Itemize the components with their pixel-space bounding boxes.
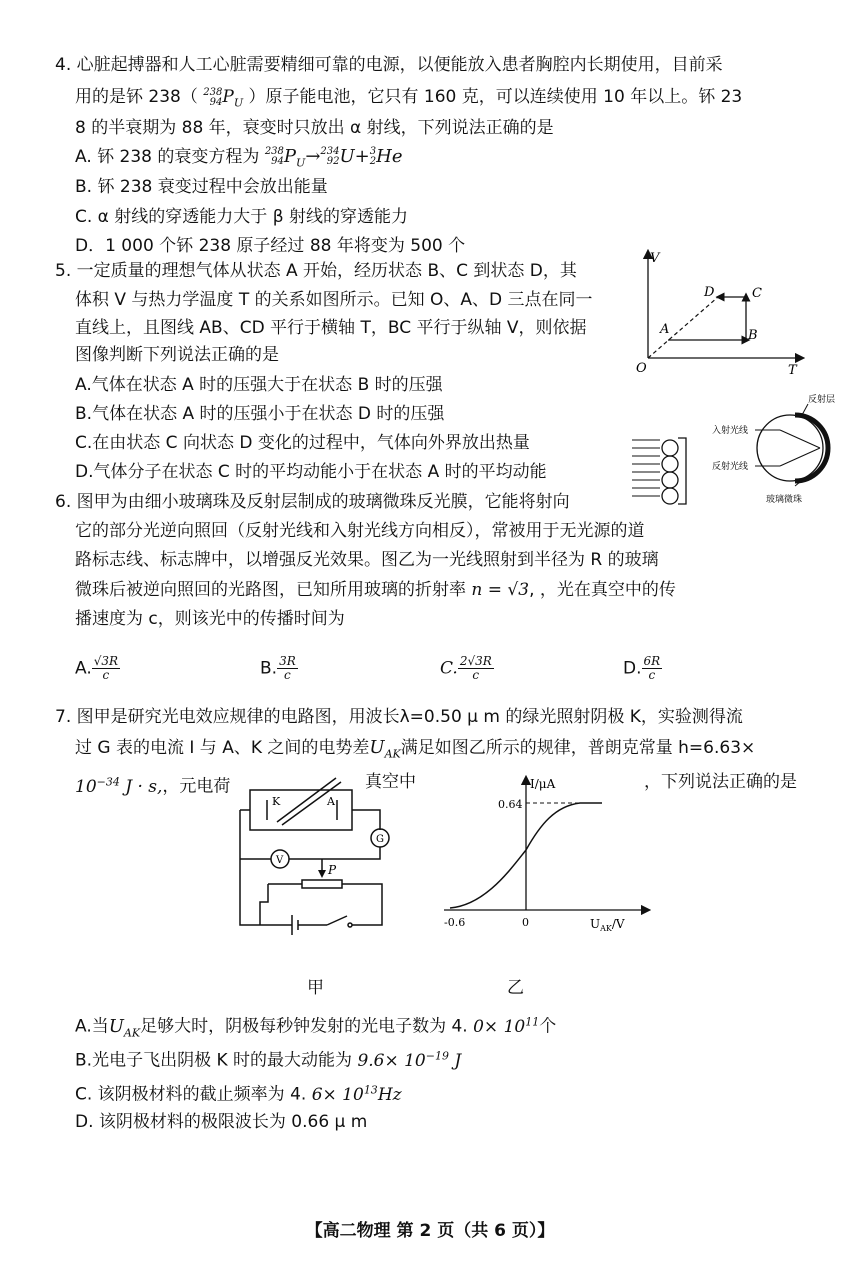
q5-option-c: C.在由状态 C 向状态 D 变化的过程中，气体向外界放出热量 bbox=[75, 433, 530, 453]
t-label: T bbox=[788, 363, 797, 376]
refractive-index: n bbox=[471, 580, 483, 600]
q7-option-b-text: B.光电子飞出阴极 K 时的最大动能为 bbox=[75, 1050, 353, 1071]
q4-line2-start: 用的是钚 238（ bbox=[75, 87, 198, 107]
q6-option-b-fraction: $\frac{3R}{c}$ bbox=[279, 654, 296, 682]
q4-line2 bbox=[75, 86, 742, 114]
q5-line2: 体积 V 与热力学温度 T 的关系如图所示。已知 O、A、D 三点在同一 bbox=[75, 290, 593, 310]
slider-p bbox=[318, 870, 326, 878]
incident-label: 入射光线 bbox=[712, 426, 749, 436]
wire-right bbox=[352, 810, 380, 830]
saturation-value: 0.64 bbox=[498, 798, 523, 811]
q7-line2-start: 过 G 表的电流 I 与 A、K 之间的电势差 bbox=[75, 738, 370, 758]
a-label: A bbox=[327, 795, 335, 808]
q5-line3: 直线上，且图线 AB、CD 平行于横轴 T，BC 平行于纵轴 V，则依据 bbox=[75, 318, 587, 338]
pu-nuclide-symbol: 238 94 $P_U$ bbox=[203, 86, 244, 110]
vt-graph bbox=[630, 248, 810, 376]
refracted-ray bbox=[780, 448, 820, 466]
a-label: A bbox=[660, 322, 670, 337]
q4-line3: 8 的半衰期为 88 年，衰变时只放出 α 射线，下列说法正确的是 bbox=[75, 118, 554, 138]
reflect-layer-label: 反射层 bbox=[808, 395, 836, 405]
q4-option-c: C. α 射线的穿透能力大于 β 射线的穿透能力 bbox=[75, 207, 408, 227]
q4-option-a bbox=[75, 146, 403, 175]
q5-option-b: B.气体在状态 A 时的压强小于在状态 D 时的压强 bbox=[75, 404, 445, 424]
layer-pointer bbox=[802, 404, 808, 415]
glass-bead bbox=[662, 456, 678, 472]
glass-bead bbox=[662, 440, 678, 456]
q6-line4-start: 微珠后被逆向照回的光路图，已知所用玻璃的折射率 bbox=[75, 580, 466, 600]
reflected-label: 反射光线 bbox=[712, 462, 749, 472]
g-label: G bbox=[376, 834, 384, 845]
b-label: B bbox=[748, 328, 758, 343]
v-label: V bbox=[276, 855, 284, 866]
q7-option-a: A.当$U_{AK}$足够大时，阴极每秒钟发射的光电子数为 4. $0\times 10^{11}$个 bbox=[75, 1015, 557, 1040]
bead-large bbox=[757, 415, 823, 481]
q5-line4: 图像判断下列说法正确的是 bbox=[75, 345, 279, 365]
q6-line5: 播速度为 c，则该光中的传播时间为 bbox=[75, 609, 345, 629]
q6-option-a-fraction: $\frac{√3R}{c}$ bbox=[93, 654, 119, 682]
u-axis-label: $U_{AK}/V$ bbox=[590, 917, 625, 933]
q4-option-d: D．1 000 个钚 238 原子经过 88 年将变为 500 个 bbox=[75, 236, 466, 256]
q6-option-b-label: B. bbox=[260, 658, 278, 679]
q6-option-c-fraction: $\frac{2√3R}{c}$ bbox=[459, 654, 492, 682]
q5-option-d: D.气体分子在状态 C 时的平均动能小于在状态 A 时的平均动能 bbox=[75, 462, 547, 482]
c-label: C bbox=[752, 286, 762, 301]
q5-option-a: A.气体在状态 A 时的压强大于在状态 B 时的压强 bbox=[75, 375, 443, 395]
q7-line3-c: ，下列说法正确的是 bbox=[644, 772, 797, 792]
page-footer: 【高二物理 第 2 页（共 6 页）】 bbox=[305, 1221, 555, 1241]
iu-graph bbox=[440, 770, 660, 935]
photoelectric-circuit bbox=[232, 770, 402, 950]
q6-line4-end: ，光在真空中的传 bbox=[539, 580, 676, 600]
q5-line1: 5. 一定质量的理想气体从状态 A 开始，经历状态 B、C 到状态 D，其 bbox=[55, 261, 577, 281]
q6-option-a-label: A. bbox=[75, 658, 92, 679]
fig-jia-label: 甲 bbox=[307, 978, 324, 998]
q6-option-a bbox=[75, 655, 120, 682]
q7-option-d: D. 该阴极材料的极限波长为 0.66 μ m bbox=[75, 1112, 368, 1132]
glass-bead bbox=[662, 472, 678, 488]
v-label: V bbox=[650, 251, 660, 266]
uak-symbol: $U_{AK}$ bbox=[369, 737, 401, 761]
rheostat bbox=[302, 880, 342, 888]
q7-line3 bbox=[75, 771, 230, 798]
p-label: P bbox=[328, 863, 337, 877]
q7-option-a-end: 个 bbox=[539, 1016, 557, 1037]
q4-line2-end: ）原子能电池，它只有 160 克，可以连续使用 10 年以上。钚 23 bbox=[248, 87, 743, 107]
q7-line1: 7. 图甲是研究光电效应规律的电路图，用波长λ=0.50 μ m 的绿光照射阴极 K，实验测得流 bbox=[55, 707, 743, 727]
q6-line2: 它的部分光逆向照回（反射光线和入射光线方向相反），常被用于无光源的道 bbox=[75, 521, 645, 541]
planck-exponent: $10^{-34}$ J · s, bbox=[75, 775, 163, 797]
q4-option-a-text: A. 钚 238 的衰变方程为 bbox=[75, 147, 260, 167]
q7-line3-b: 真空中 bbox=[365, 772, 416, 792]
q7-option-a-mid: 足够大时，阴极每秒钟发射的光电子数为 4. bbox=[140, 1016, 468, 1037]
q6-option-c-label: C. bbox=[440, 658, 458, 679]
q6-option-d bbox=[623, 655, 662, 682]
origin-label: 0 bbox=[522, 916, 529, 929]
q6-option-d-label: D. bbox=[623, 658, 642, 679]
q6-line1: 6. 图甲为由细小玻璃珠及反射层制成的玻璃微珠反光膜，它能将射向 bbox=[55, 492, 570, 512]
q6-option-c bbox=[440, 655, 494, 682]
q4-option-b: B. 钚 238 衰变过程中会放出能量 bbox=[75, 177, 328, 197]
k-label: K bbox=[272, 795, 281, 808]
q6-line3: 路标志线、标志牌中，以增强反光效果。图乙为一光线照射到半径为 R 的玻璃 bbox=[75, 550, 659, 570]
d-label: D bbox=[704, 285, 715, 300]
fig-yi-label: 乙 bbox=[507, 978, 524, 998]
glass-bead bbox=[662, 488, 678, 504]
q6-option-b bbox=[260, 655, 298, 682]
decay-equation: 238 94 $P_U\to$ 234 92 U+ 3 2 He bbox=[264, 146, 403, 170]
bead-label: 玻璃微珠 bbox=[766, 495, 803, 505]
q7-option-c-text: C. 该阴极材料的截止频率为 4. bbox=[75, 1084, 307, 1105]
i-axis-label: I/μA bbox=[530, 777, 556, 791]
q6-option-d-fraction: $\frac{6R}{c}$ bbox=[643, 654, 661, 682]
film-backing bbox=[678, 438, 686, 504]
refracted-ray bbox=[780, 430, 820, 448]
o-a-d-dashed-line bbox=[648, 297, 718, 358]
q4-line1: 4. 心脏起搏器和人工心脏需要精细可靠的电源，以便能放入患者胸腔内长期使用，目前采 bbox=[55, 55, 723, 75]
q7-line3-a: ，元电荷 bbox=[162, 776, 231, 797]
q7-line2 bbox=[75, 737, 755, 766]
q6-line4: 微珠后被逆向照回的光路图，已知所用玻璃的折射率 n = √3, ，光在真空中的传 bbox=[75, 580, 676, 600]
q7-option-c: C. 该阴极材料的截止频率为 4. $6\times 10^{13}Hz$ bbox=[75, 1083, 402, 1105]
q7-option-a-start: A.当 bbox=[75, 1016, 109, 1037]
stopping-voltage: -0.6 bbox=[444, 916, 466, 929]
switch bbox=[327, 916, 347, 925]
q7-option-b: B.光电子飞出阴极 K 时的最大动能为 $9.6\times 10^{-19}$ J bbox=[75, 1049, 462, 1071]
o-label: O bbox=[636, 361, 647, 376]
reflective-film-figure bbox=[630, 390, 840, 508]
q7-line2-end: 满足如图乙所示的规律，普朗克常量 h=6.63× bbox=[400, 738, 756, 758]
